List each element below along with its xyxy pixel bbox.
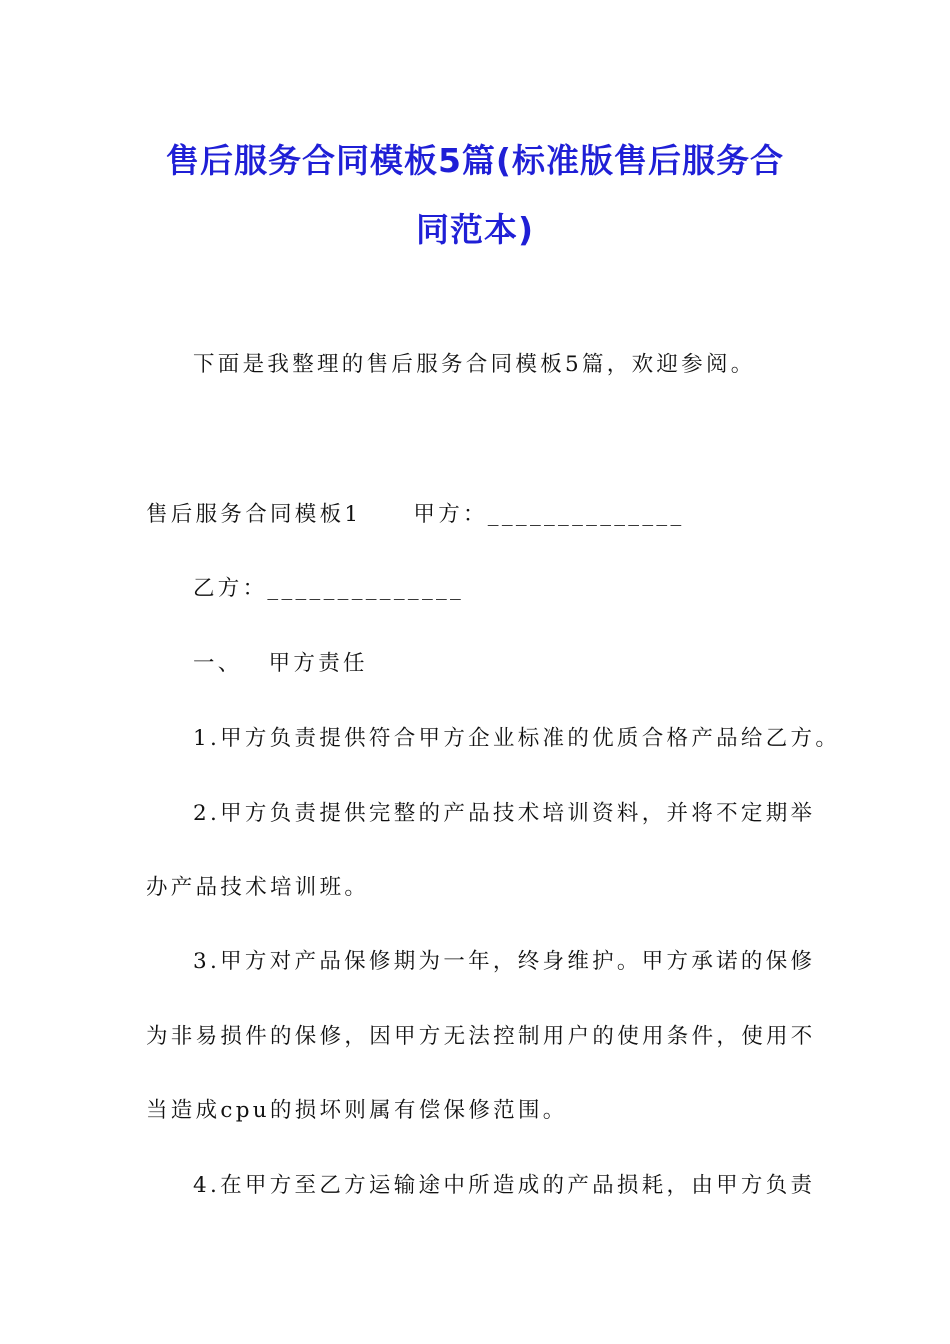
document-title-line-1: 售后服务合同模板5篇(标准版售后服务合 [165, 141, 785, 180]
item-1: 1.甲方负责提供符合甲方企业标准的优质合格产品给乙方。 [193, 726, 841, 751]
item-3-line-2: 为非易损件的保修，因甲方无法控制用户的使用条件，使用不 [146, 1024, 816, 1049]
item-3-line-1: 3.甲方对产品保修期为一年，终身维护。甲方承诺的保修 [193, 949, 816, 974]
item-3-line-3: 当造成cpu的损坏则属有偿保修范围。 [146, 1098, 568, 1123]
intro-paragraph: 下面是我整理的售后服务合同模板5篇，欢迎参阅。 [193, 352, 756, 377]
template-heading: 售后服务合同模板1 [146, 502, 362, 527]
template-heading-row [146, 497, 685, 528]
item-4-line-1: 4.在甲方至乙方运输途中所造成的产品损耗，由甲方负责 [193, 1173, 816, 1198]
section-heading [193, 646, 368, 677]
party-a-line: 甲方：______________ [413, 502, 685, 527]
item-2-line-1: 2.甲方负责提供完整的产品技术培训资料，并将不定期举 [193, 801, 816, 826]
party-b-line: 乙方：______________ [193, 576, 465, 601]
item-2-line-2: 办产品技术培训班。 [146, 875, 370, 900]
document-title-line-2: 同范本) [415, 210, 535, 249]
section-title: 甲方责任 [268, 651, 368, 676]
section-number: 一、 [193, 651, 243, 676]
